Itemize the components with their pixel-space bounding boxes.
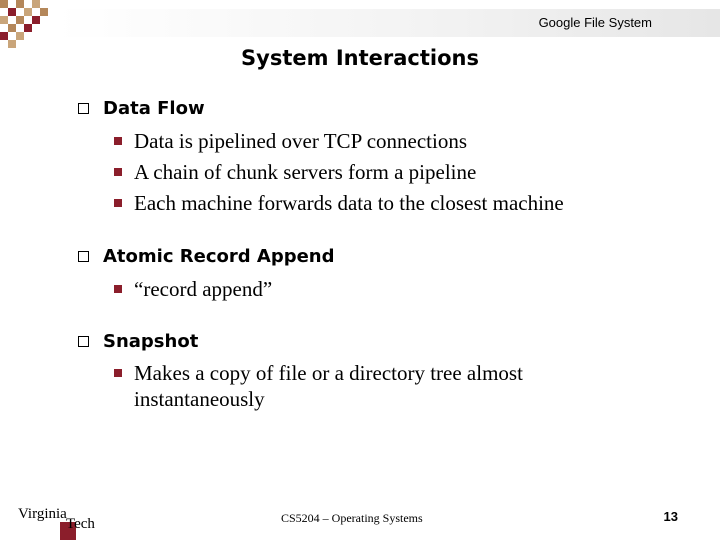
square-bullet-icon: [114, 369, 122, 377]
header-title: Google File System: [538, 15, 652, 30]
section-heading-snapshot: [78, 331, 198, 352]
square-bullet-icon: [114, 168, 122, 176]
bullet-text: Each machine forwards data to the closest machine: [134, 191, 564, 215]
section-heading-atomic-record-append: [78, 246, 335, 267]
bullet-text: Makes a copy of file or a directory tree almost instantaneously: [134, 361, 523, 411]
section-heading-text: Snapshot: [103, 331, 199, 352]
bullet-text: “record append”: [134, 277, 273, 301]
section-heading-text: Data Flow: [103, 98, 205, 119]
hollow-square-bullet-icon: [78, 251, 89, 262]
hollow-square-bullet-icon: [78, 336, 89, 347]
square-bullet-icon: [114, 137, 122, 145]
bullet-item: [114, 190, 634, 216]
hollow-square-bullet-icon: [78, 103, 89, 114]
section-heading-text: Atomic Record Append: [103, 246, 335, 267]
slide-title: System Interactions: [241, 46, 479, 70]
page-number: 13: [663, 509, 678, 524]
logo-text-virginia: Virginia: [18, 506, 67, 522]
bullet-text: Data is pipelined over TCP connections: [134, 129, 468, 153]
bullet-item: [114, 360, 584, 412]
bullet-item: [114, 159, 634, 185]
square-bullet-icon: [114, 285, 122, 293]
footer-course-name: CS5204 – Operating Systems: [281, 511, 423, 525]
bullet-item: [114, 276, 634, 302]
square-bullet-icon: [114, 199, 122, 207]
logo-text-tech: Tech: [66, 516, 95, 532]
bullet-item: [114, 128, 634, 154]
section-heading-data-flow: [78, 98, 205, 119]
virginia-tech-logo: [16, 506, 96, 540]
bullet-text: A chain of chunk servers form a pipeline: [134, 160, 477, 184]
